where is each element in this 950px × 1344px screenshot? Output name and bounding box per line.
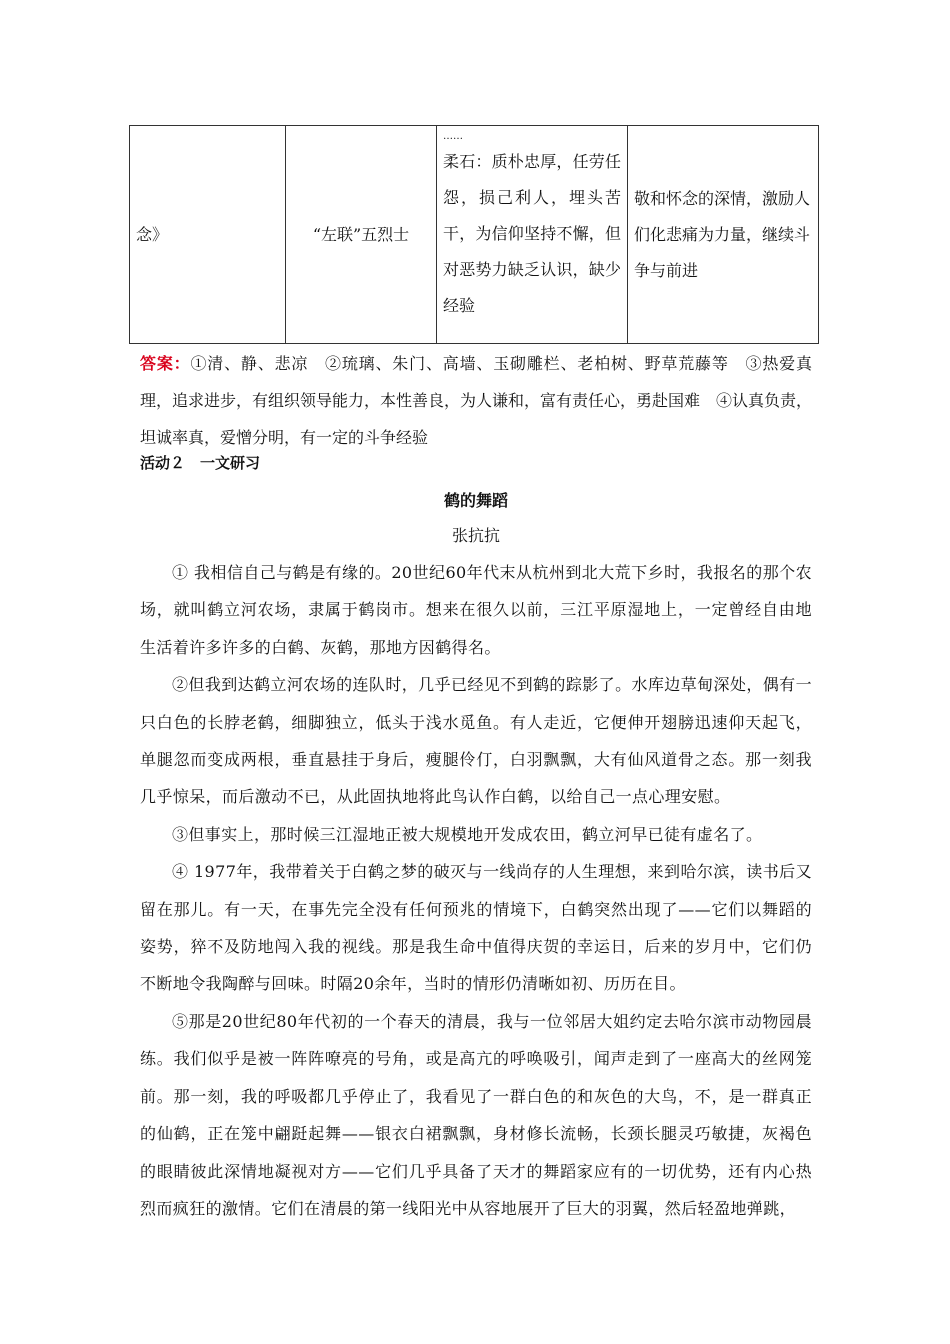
article-paragraph-1: ① 我相信自己与鹤是有缘的。20世纪60年代末从杭州到北大荒下乡时，我报名的那个农场，就叫鹤立河农场，隶属于鹤岗市。想来在很久以前，三江平原湿地上，一定曾经自由地生活着许多许多的白鹤、灰鹤，那地方因鹤得名。 <box>140 563 812 657</box>
article-author: 张抗抗 <box>451 526 500 545</box>
answer-label: 答案： <box>140 354 191 373</box>
summary-table <box>129 125 819 344</box>
article-paragraph-5: ⑤那是20世纪80年代初的一个春天的清晨，我与一位邻居大姐约定去哈尔滨市动物园晨练。我们似乎是被一阵阵嘹亮的号角，或是高亢的呼唤吸引，闻声走到了一座高大的丝网笼前。那一刻，我的呼吸都几乎停止了，我看见了一群白色的和灰色的大鸟，不，是一群真正的仙鹤，正在笼中翩跹起舞——银衣白裙飘飘，身材修长流畅，长颈长腿灵巧敏捷，灰褐色的眼睛彼此深情地凝视对方——它们几乎具备了天才的舞蹈家应有的一切优势，还有内心热烈而疯狂的激情。它们在清晨的第一线阳光中从容地展开了巨大的羽翼，然后轻盈地弹跳， <box>140 1011 812 1218</box>
table-cell-character <box>437 126 628 344</box>
character-description: 柔石：质朴忠厚，任劳任怨，损己利人，埋头苦干，为信仰坚持不懈，但对恶势力缺乏认识，缺少经验 <box>443 152 621 315</box>
article-paragraph-4: ④ 1977年，我带着关于白鹤之梦的破灭与一线尚存的人生理想，来到哈尔滨，读书后又留在那儿。有一天，在事先完全没有任何预兆的情境下，白鹤突然出现了——它们以舞蹈的姿势，猝不及防地闯入我的视线。那是我生命中值得庆贺的幸运日，后来的岁月中，它们仍不断地令我陶醉与回味。时隔20余年，当时的情形仍清晰如初、历历在目。 <box>140 862 812 994</box>
answer-block <box>140 345 812 456</box>
ellipsis-mark: …… <box>443 131 463 142</box>
table-cell-theme: 敬和怀念的深情，激励人们化悲痛为力量，继续斗争与前进 <box>628 126 819 344</box>
article-title: 鹤的舞蹈 <box>443 491 508 510</box>
table-row <box>130 126 819 344</box>
table-cell-title: 念》 <box>130 126 286 344</box>
article-paragraph-2: ②但我到达鹤立河农场的连队时，几乎已经见不到鹤的踪影了。水库边草甸深处，偶有一只白色的长脖老鹤，细脚独立，低头于浅水觅鱼。有人走近，它便伸开翅膀迅速仰天起飞，单腿忽而变成两根，垂直悬挂于身后，瘦腿伶仃，白羽飘飘，大有仙风道骨之态。那一刻我几乎惊呆，而后激动不已，从此固执地将此鸟认作白鹤，以给自己一点心理安慰。 <box>140 675 812 807</box>
activity-heading: 活动２ 一文研习 <box>140 454 261 472</box>
article-body <box>140 554 812 1227</box>
answer-text: ①清、静、悲凉 ②琉璃、朱门、高墙、玉砌雕栏、老柏树、野草荒藤等 ③热爱真理，追求进步，有组织领导能力，本性善良，为人谦和，富有责任心，勇赴国难 ④认真负责，坦诚率真，爱憎分明，有一定的斗争经验 <box>140 354 813 447</box>
article-paragraph-3: ③但事实上，那时候三江湿地正被大规模地开发成农田，鹤立河早已徒有虚名了。 <box>172 824 763 844</box>
table-cell-subject: “左联”五烈士 <box>286 126 437 344</box>
